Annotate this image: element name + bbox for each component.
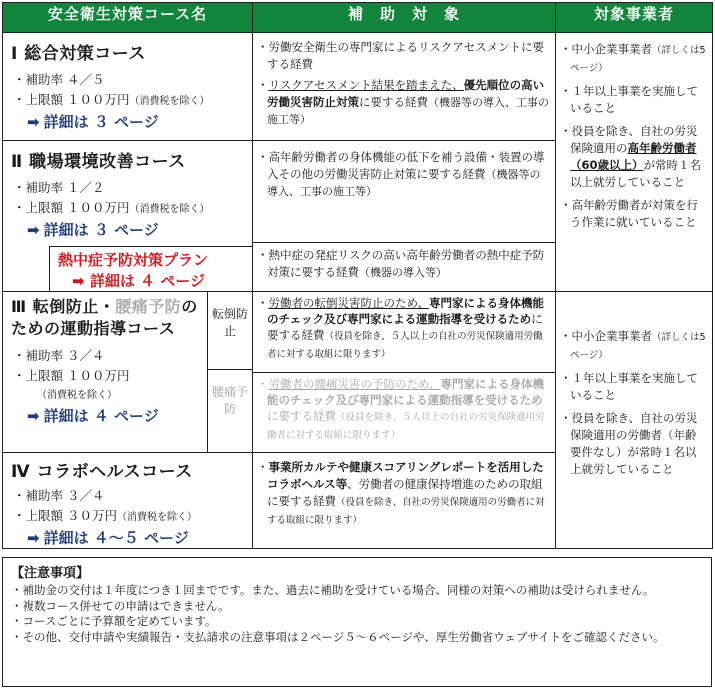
course-3-tax: （消費税を除く）: [37, 390, 117, 401]
course-1-item-2-note: （機器等の導入、工事の施工等）: [267, 96, 549, 126]
target-1-item-3-text: ・役員を除き、自社の労災保険適用の: [560, 124, 698, 155]
arrow-right-icon: ➡: [27, 221, 40, 239]
target-2-item-1-note: （詳しくは5ページ）: [570, 332, 706, 361]
target-cell-1: [556, 33, 713, 292]
course-table: [2, 2, 713, 549]
heatstroke-item: [257, 247, 549, 281]
course-4-items: [253, 453, 556, 549]
header-course-name: 安全衛生対策コース名: [3, 3, 253, 33]
course-4-item-1-note: （役員を除き、自社の労災保険適用の労働者に対する取組に限ります）: [267, 497, 545, 526]
course-1-tax: （消費税を除く）: [129, 96, 210, 107]
course-3-split: [3, 292, 252, 452]
course-2-items: [253, 141, 556, 243]
course-4-cell: [3, 453, 253, 549]
course-4-tax: （消費税を除く）: [116, 512, 197, 523]
heatstroke-item-note: （機器の導入等）: [359, 266, 447, 280]
arrow-right-icon: ➡: [27, 529, 40, 547]
notes-title: 【注意事項】: [11, 566, 90, 581]
arrow-right-icon: ➡: [27, 113, 40, 131]
course-3-rate: ・補助率 ３／４: [13, 348, 105, 363]
course-1-detail: [27, 111, 252, 132]
target-2-item-3: ・役員を除き、自社の労災保険適用の労働者（年齢要件なし）が常時１名以上就労していること: [560, 411, 698, 476]
target-1-item-1-text: ・中小企業事業者: [560, 42, 652, 56]
course-3-item-2-text: に要する経費: [267, 409, 336, 423]
course-1-item-2-text: に要する経費: [359, 95, 428, 109]
course-1-detail-text: 詳細は ３ ページ: [43, 113, 159, 131]
course-4-limit: ・上限額 ３０万円: [13, 508, 117, 523]
course-3-item-1-note: （役員を除き、５人以上の自社の労災保険適用労働者に対する取組に限ります）: [267, 331, 543, 360]
course-2-item-1: [257, 149, 549, 200]
course-4-limit-line: [13, 506, 252, 524]
course-3-name-gray-2: 防: [164, 297, 182, 316]
note-4: ・その他、交付申請や実績報告・支払請求の注意事項は２ページ５～６ページや、厚生労働省ウェブサイトをご確認ください。: [11, 629, 665, 644]
course-4-item-1-text: 、労働者の健康保持増進のための取組に要する経費: [267, 477, 543, 508]
course-3-detail: [27, 405, 207, 426]
course-3-items: [253, 292, 556, 453]
course-3-item-2-note: （役員を除き、５人以上の自社の労災保険適用労働者に対する取組に限ります）: [267, 412, 545, 441]
course-4-detail: [27, 527, 252, 548]
course-3-item-1-text: に要する経費: [267, 312, 543, 342]
course-3-item-1-bold: 専門家による身体機能のチェック及び専門家による運動指導を受けるため: [267, 296, 545, 326]
target-2-item-1-text: ・中小企業事業者: [560, 329, 652, 343]
target-1-item-3-bold: 高年齢労働者（60歳以上）: [570, 141, 697, 172]
course-3-name-gray: 腰痛予: [115, 297, 165, 316]
course-2-name: Ⅱ 職場環境改善コース: [11, 152, 186, 172]
heatstroke-items: [253, 243, 556, 292]
course-row-3: [3, 292, 713, 453]
course-4-item-1-bold: 事業所カルテや健康スコアリングレポートを活用したコラボヘルス等: [267, 460, 544, 491]
sublabel-back-pain: 腰痛予防: [207, 370, 252, 452]
course-3-name: [11, 296, 207, 340]
note-2: ・複数コース併せての申請はできません。: [11, 598, 230, 613]
target-1-item-3-rest: が常時１名以上就労していること: [570, 158, 702, 189]
course-2-tax: （消費税を除く）: [129, 204, 210, 215]
course-1-item-2-bold: 優先順位の高い労働災害防止対策: [267, 78, 545, 109]
course-row-1: [3, 33, 713, 141]
course-3-sublabels: [207, 292, 252, 452]
course-3-name-rest: のための運動指導コース: [11, 297, 198, 338]
bullet-mark: ・: [257, 460, 269, 474]
course-3-cell: [3, 292, 253, 453]
target-1-item-2: ・１年以上事業を実施していること: [560, 84, 698, 115]
course-2-detail-text: 詳細は ３ ページ: [43, 221, 159, 239]
course-4-name: Ⅳ コラボヘルスコース: [11, 462, 193, 482]
bullet-mark: ・: [257, 377, 269, 391]
heatstroke-item-text: ・熱中症の発症リスクの高い高年齢労働者の熱中症予防対策に要する経費: [257, 248, 545, 280]
course-3-detail-text: 詳細は ４ ページ: [43, 407, 159, 425]
notes-box: [2, 557, 712, 687]
course-4-item-1: [257, 459, 549, 529]
course-1-limit: ・上限額 １００万円: [13, 92, 130, 107]
course-1-rate: ・補助率 ４／５: [13, 72, 105, 87]
course-1-cell: [3, 33, 253, 141]
heatstroke-plan-detail-text: 詳細は ４ ページ: [89, 272, 205, 290]
target-1-item-4: ・高年齢労働者が対策を行う作業に就いていること: [560, 198, 698, 229]
course-1-item-1: ・労働安全衛生の専門家によるリスクアセスメントに要する経費: [257, 40, 545, 71]
heatstroke-plan-detail: [72, 270, 252, 291]
course-1-limit-line: [13, 90, 252, 108]
course-1-items: [253, 33, 556, 141]
target-1-item-3: [560, 123, 706, 191]
course-2-limit: ・上限額 １００万円: [13, 200, 130, 215]
course-2-rate: ・補助率 １／２: [13, 180, 105, 195]
course-1-name: Ⅰ 総合対策コース: [11, 44, 146, 64]
header-subsidy-target-text: 補 助 対 象: [347, 5, 460, 23]
target-2-item-2: ・１年以上事業を実施していること: [560, 371, 698, 402]
course-3-limit: ・上限額 １００万円: [13, 368, 130, 383]
note-3: ・コースごとに予算額を定めています。: [11, 614, 217, 628]
note-1: ・補助金の交付は１年度につき１回までです。また、過去に補助を受けている場合、同様の対策への補助は受けられません。: [11, 583, 655, 597]
arrow-right-icon: ➡: [72, 272, 85, 290]
course-3-item-1-underlined: 労働者の転倒災害防止のため、: [268, 296, 430, 310]
table-header-row: [3, 3, 713, 33]
sublabel-fall-prevention: 転倒防止: [207, 292, 252, 370]
course-3-item-2-bold: 専門家による身体機能のチェック及び専門家による運動指導を受けるため: [267, 377, 545, 407]
course-2-limit-line: [13, 198, 252, 216]
header-subsidy-target: [253, 3, 556, 33]
target-cell-2: [556, 292, 713, 549]
course-3-item-2: [257, 376, 549, 444]
target-1-item-1: [560, 41, 706, 77]
target-1-item-1-note: （詳しくは5ページ）: [570, 45, 706, 74]
course-3-item-1-box: [253, 295, 555, 373]
course-4-rate: ・補助率 ３／４: [13, 488, 105, 503]
course-1-item-2: [257, 77, 549, 128]
course-3-item-2-underlined: 労働者の腰痛災害の予防のため、: [268, 377, 441, 391]
course-4-detail-text: 詳細は ４～５ ページ: [43, 529, 189, 547]
course-1-item-2-underlined: リスクアセスメント結果を踏まえた、: [268, 78, 464, 92]
heatstroke-plan-title: 熱中症予防対策プラン: [58, 251, 209, 269]
course-2-item-1-note: （機器等の導入、工事の施工等）: [267, 168, 541, 198]
course-2-cell: [3, 141, 253, 292]
course-3-left: [3, 292, 207, 452]
bullet-mark: ・: [257, 296, 269, 310]
course-2-detail: [27, 219, 252, 240]
target-2-item-1: [560, 328, 706, 364]
heatstroke-plan: [49, 246, 252, 291]
arrow-right-icon: ➡: [27, 407, 40, 425]
header-eligible-business: 対象事業者: [556, 3, 713, 33]
course-2-item-1-text: ・高年齢労働者の身体機能の低下を補う設備・装置の導入その他の労働災害防止対策に要する経費: [257, 150, 545, 181]
course-3-item-1: [257, 295, 549, 363]
course-3-name-a: Ⅲ 転倒防止・: [11, 297, 116, 316]
bullet-mark: ・: [257, 78, 269, 92]
